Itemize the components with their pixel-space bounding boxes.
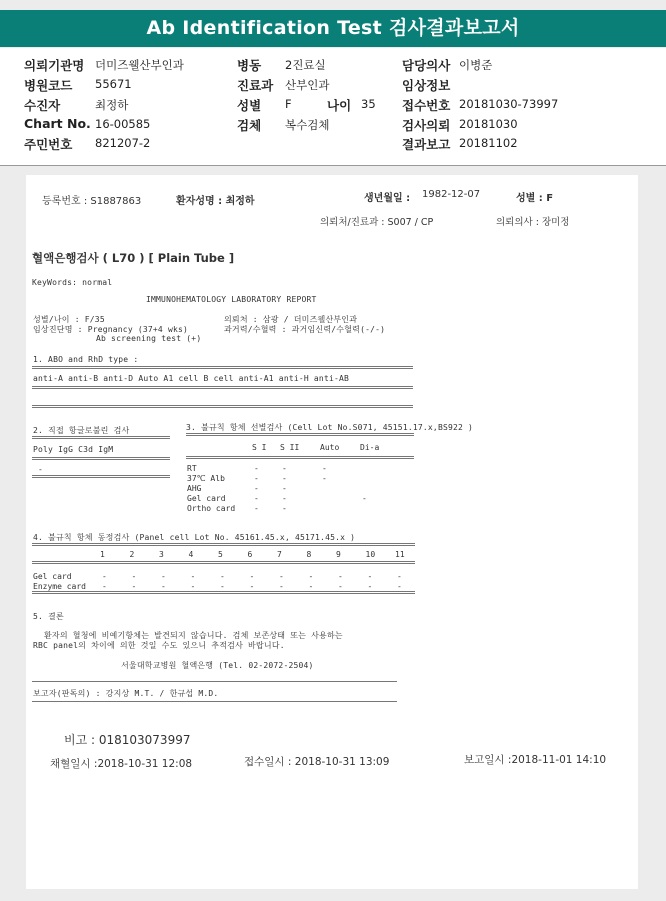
divider <box>32 701 397 702</box>
specimen-value: 복수검체 <box>285 118 330 132</box>
report-title-banner: Ab Identification Test 검사결과보고서 <box>0 10 666 47</box>
accession-no-value: 20181030-73997 <box>459 97 559 111</box>
sex-value: F <box>285 97 292 111</box>
registration-no: 등록번호 : S1887863 <box>42 196 142 207</box>
remarks: 비고 : 018103073997 <box>64 733 191 747</box>
panel-result: - <box>190 582 196 591</box>
panel-result: - <box>279 572 284 581</box>
patient-info-header <box>0 48 666 166</box>
panel-result: - <box>161 572 166 581</box>
dat-header: Poly IgG C3d IgM <box>33 445 114 454</box>
birth-label: 생년월일 : <box>364 193 411 204</box>
screening-result: - <box>322 474 327 483</box>
screening-result: - <box>254 484 259 493</box>
screening-result: - <box>282 504 287 513</box>
panel-result: - <box>308 572 314 581</box>
screening-result: - <box>254 474 259 483</box>
screening-result: - <box>282 484 287 493</box>
abo-header: anti-A anti-B anti-D Auto A1 cell B cell anti-A1 anti-H anti-AB <box>33 374 350 383</box>
screening-result: - <box>254 504 259 513</box>
divider <box>186 433 414 436</box>
section-5-title: 5. 결론 <box>33 612 64 621</box>
keywords: KeyWords: normal <box>32 278 113 287</box>
section-1-title: 1. ABO and RhD type : <box>33 355 139 364</box>
age-value: 35 <box>361 97 376 111</box>
panel-cell-header: 10 <box>365 550 376 559</box>
panel-cell-header: 3 <box>159 550 164 559</box>
panel-cell-header: 1 <box>100 550 105 559</box>
sex-label: 성별 <box>237 98 262 113</box>
panel-cell-header: 11 <box>395 550 405 559</box>
screening-row-label: AHG <box>187 484 202 493</box>
hospital-code-label: 병원코드 <box>24 78 73 93</box>
request-date-label: 검사의뢰 <box>402 118 451 133</box>
panel-result: - <box>338 572 343 581</box>
divider <box>32 543 415 546</box>
accession-no-label: 접수번호 <box>402 98 451 113</box>
hospital-name-value: 더미즈웰산부인과 <box>95 58 184 72</box>
chart-no-value: 16-00585 <box>95 117 151 131</box>
result-date-label: 결과보고 <box>402 137 451 152</box>
divider <box>32 366 413 369</box>
screening-col-header: Di-a <box>360 443 380 452</box>
divider <box>32 681 397 682</box>
resident-no-label: 주민번호 <box>24 137 73 152</box>
divider <box>32 561 415 564</box>
scan-sex: 성별 : F <box>516 193 554 204</box>
birth-date: 1982-12-07 <box>422 189 481 200</box>
department-value: 산부인과 <box>285 78 330 92</box>
requesting-dept: 의뢰처/진료과 : S007 / CP <box>320 217 434 228</box>
sex-age: 성별/나이 : F/35 <box>33 315 105 324</box>
divider <box>186 456 414 459</box>
panel-cell-header: 2 <box>129 550 135 559</box>
divider <box>32 591 415 594</box>
screening-col-header: Auto <box>320 443 340 452</box>
panel-result: - <box>102 582 107 591</box>
resident-no-value: 821207-2 <box>95 136 151 150</box>
hospital-name-label: 의뢰기관명 <box>24 58 85 73</box>
ward-label: 병동 <box>237 58 262 73</box>
age-label: 나이 <box>327 98 352 113</box>
test-title: 혈액은행검사 ( L70 ) [ Plain Tube ] <box>32 251 235 265</box>
panel-result: - <box>308 582 314 591</box>
panel-result: - <box>131 572 137 581</box>
screening-result: - <box>322 464 327 473</box>
screening-row-label: RT <box>187 464 197 473</box>
panel-result: - <box>397 572 402 581</box>
panel-cell-header: 5 <box>218 550 223 559</box>
panel-result: - <box>102 572 107 581</box>
report-datetime: 보고일시 :2018-11-01 14:10 <box>464 754 607 766</box>
transfusion-history: 과거력/수혈력 : 과거임신력/수혈력(-/-) <box>224 325 386 334</box>
screening-result: - <box>254 464 259 473</box>
screening-result: - <box>282 494 287 503</box>
diagnosis-line2: Ab screening test (+) <box>96 334 202 343</box>
blood-bank-contact: 서울대학교병원 혈액은행 (Tel. 02-2072-2504) <box>121 661 314 670</box>
conclusion-line1: 환자의 혈청에 비예기항체는 발견되지 않습니다. 검체 보존상태 또는 사용하는 <box>44 631 343 640</box>
divider <box>32 475 170 478</box>
screening-col-header: S II <box>280 443 300 452</box>
lab-report-title: IMMUNOHEMATOLOGY LABORATORY REPORT <box>146 295 317 304</box>
dat-result: - <box>38 465 44 474</box>
panel-cell-header: 8 <box>306 550 312 559</box>
screening-row-label: Gel card <box>187 494 226 503</box>
panel-result: - <box>367 572 373 581</box>
panel-cell-header: 9 <box>336 550 341 559</box>
panel-row-label: Gel card <box>33 572 72 581</box>
chart-no-label: Chart No. <box>24 116 91 131</box>
section-4-title: 4. 불규칙 항체 동정검사 (Panel cell Lot No. 45161.45.x, 45171.45.x ) <box>33 533 356 542</box>
patient-name-value: 최정하 <box>95 98 129 112</box>
panel-result: - <box>131 582 137 591</box>
panel-result: - <box>279 582 284 591</box>
panel-result: - <box>249 572 255 581</box>
conclusion-line2: RBC panel의 차이에 의한 것일 수도 있으니 추적검사 바랍니다. <box>33 641 285 650</box>
requesting-doctor: 의뢰의사 : 장미정 <box>496 217 570 228</box>
panel-result: - <box>190 572 196 581</box>
collection-datetime: 채혈일시 :2018-10-31 12:08 <box>50 758 193 770</box>
ward-value: 2진료실 <box>285 58 326 72</box>
panel-result: - <box>220 572 225 581</box>
reporter: 보고자(판독의) : 강지상 M.T. / 한규섭 M.D. <box>33 689 219 698</box>
referring-org: 의뢰처 : 삼광 / 더미즈웰산부인과 <box>224 315 358 324</box>
physician-label: 담당의사 <box>402 58 451 73</box>
screening-col-header: S I <box>252 443 267 452</box>
scanned-report <box>26 175 638 889</box>
patient-name-label: 수진자 <box>24 98 61 113</box>
divider <box>32 405 413 408</box>
request-date-value: 20181030 <box>459 117 518 131</box>
section-2-title: 2. 직접 항글로불린 검사 <box>33 426 130 435</box>
panel-result: - <box>367 582 373 591</box>
screening-result: - <box>282 474 287 483</box>
section-3-title: 3. 불규칙 항체 선별검사 (Cell Lot No.S071, 45151.17.x,BS922 ) <box>186 423 474 432</box>
screening-row-label: 37℃ Alb <box>187 474 225 483</box>
panel-cell-header: 6 <box>247 550 253 559</box>
physician-value: 이병준 <box>459 58 493 72</box>
department-label: 진료과 <box>237 78 274 93</box>
screening-result: - <box>254 494 259 503</box>
divider <box>32 386 413 389</box>
panel-result: - <box>338 582 343 591</box>
panel-result: - <box>161 582 166 591</box>
scan-patient-name: 환자성명 : 최정하 <box>176 196 255 207</box>
panel-row-label: Enzyme card <box>33 582 86 591</box>
receipt-datetime: 접수일시 : 2018-10-31 13:09 <box>244 756 390 768</box>
panel-result: - <box>220 582 225 591</box>
panel-cell-header: 4 <box>188 550 194 559</box>
result-date-value: 20181102 <box>459 136 518 150</box>
clinical-info-label: 임상정보 <box>402 78 451 93</box>
screening-result: - <box>282 464 287 473</box>
screening-result: - <box>362 494 367 503</box>
divider <box>32 457 170 460</box>
panel-result: - <box>397 582 402 591</box>
screening-row-label: Ortho card <box>187 504 236 513</box>
diagnosis-line1: 임상진단명 : Pregnancy (37+4 wks) <box>33 325 189 334</box>
hospital-code-value: 55671 <box>95 77 132 91</box>
specimen-label: 검체 <box>237 118 262 133</box>
panel-cell-header: 7 <box>277 550 282 559</box>
divider <box>32 436 170 439</box>
panel-result: - <box>249 582 255 591</box>
